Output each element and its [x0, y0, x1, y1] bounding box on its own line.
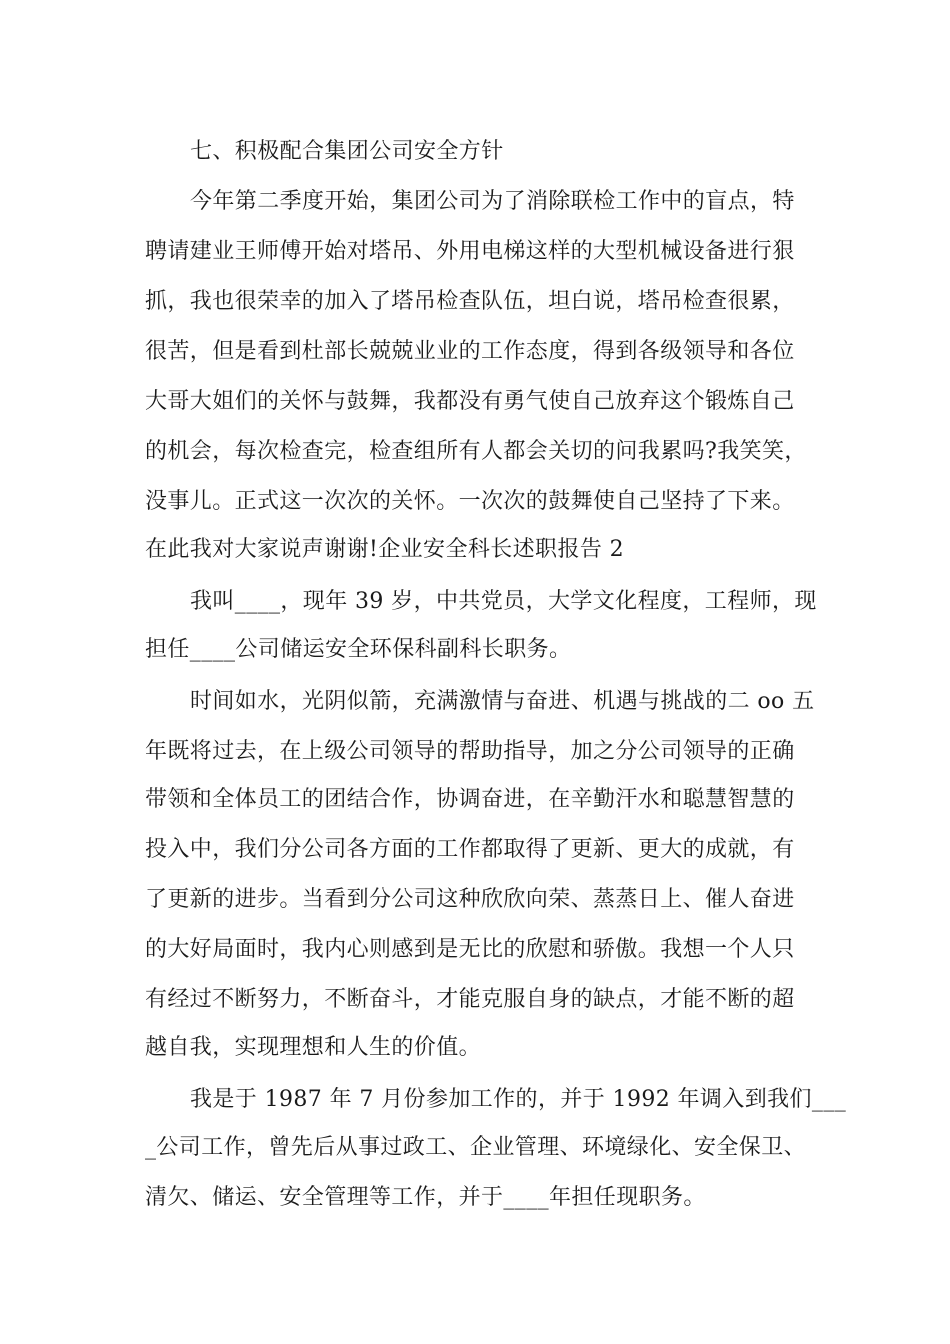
text-line: 很苦，但是看到杜部长兢兢业业的工作态度，得到各级领导和各位 — [145, 339, 795, 364]
text-line: 带领和全体员工的团结合作，协调奋进，在辛勤汗水和聪慧智慧的 — [145, 787, 795, 812]
text-line: 抓，我也很荣幸的加入了塔吊检查队伍，坦白说，塔吊检查很累， — [145, 289, 795, 314]
text-line: 的大好局面时，我内心则感到是无比的欣慰和骄傲。我想一个人只 — [145, 937, 795, 962]
text-line: 的机会，每次检查完，检查组所有人都会关切的问我累吗?我笑笑， — [145, 439, 807, 464]
text-line: 担任____公司储运安全环保科副科长职务。 — [145, 637, 572, 662]
report-title-line: 在此我对大家说声谢谢!企业安全科长述职报告 2 — [145, 537, 625, 562]
text-line: 年既将过去，在上级公司领导的帮助指导，加之分公司领导的正确 — [145, 739, 795, 764]
text-line: 没事儿。正式这一次次的关怀。一次次的鼓舞使自己坚持了下来。 — [145, 489, 795, 514]
text-line: 我叫____，现年 39 岁，中共党员，大学文化程度，工程师，现 — [190, 589, 817, 614]
text-line: _公司工作，曾先后从事过政工、企业管理、环境绿化、安全保卫、 — [145, 1135, 807, 1160]
text-line: 大哥大姐们的关怀与鼓舞，我都没有勇气使自己放弃这个锻炼自己 — [145, 389, 795, 414]
text-line: 时间如水，光阴似箭，充满激情与奋进、机遇与挑战的二 oo 五 — [190, 689, 815, 714]
text-line: 清欠、储运、安全管理等工作，并于____年担任现职务。 — [145, 1185, 706, 1210]
text-line: 今年第二季度开始，集团公司为了消除联检工作中的盲点，特 — [190, 189, 795, 214]
text-line: 了更新的进步。当看到分公司这种欣欣向荣、蒸蒸日上、催人奋进 — [145, 887, 795, 912]
text-line: 聘请建业王师傅开始对塔吊、外用电梯这样的大型机械设备进行狠 — [145, 239, 795, 264]
text-line: 投入中，我们分公司各方面的工作都取得了更新、更大的成就，有 — [145, 837, 795, 862]
text-line: 有经过不断努力，不断奋斗，才能克服自身的缺点，才能不断的超 — [145, 987, 795, 1012]
text-line: 我是于 1987 年 7 月份参加工作的，并于 1992 年调入到我们___ — [190, 1087, 847, 1112]
text-line: 越自我，实现理想和人生的价值。 — [145, 1035, 482, 1060]
section-heading: 七、积极配合集团公司安全方针 — [190, 139, 504, 164]
